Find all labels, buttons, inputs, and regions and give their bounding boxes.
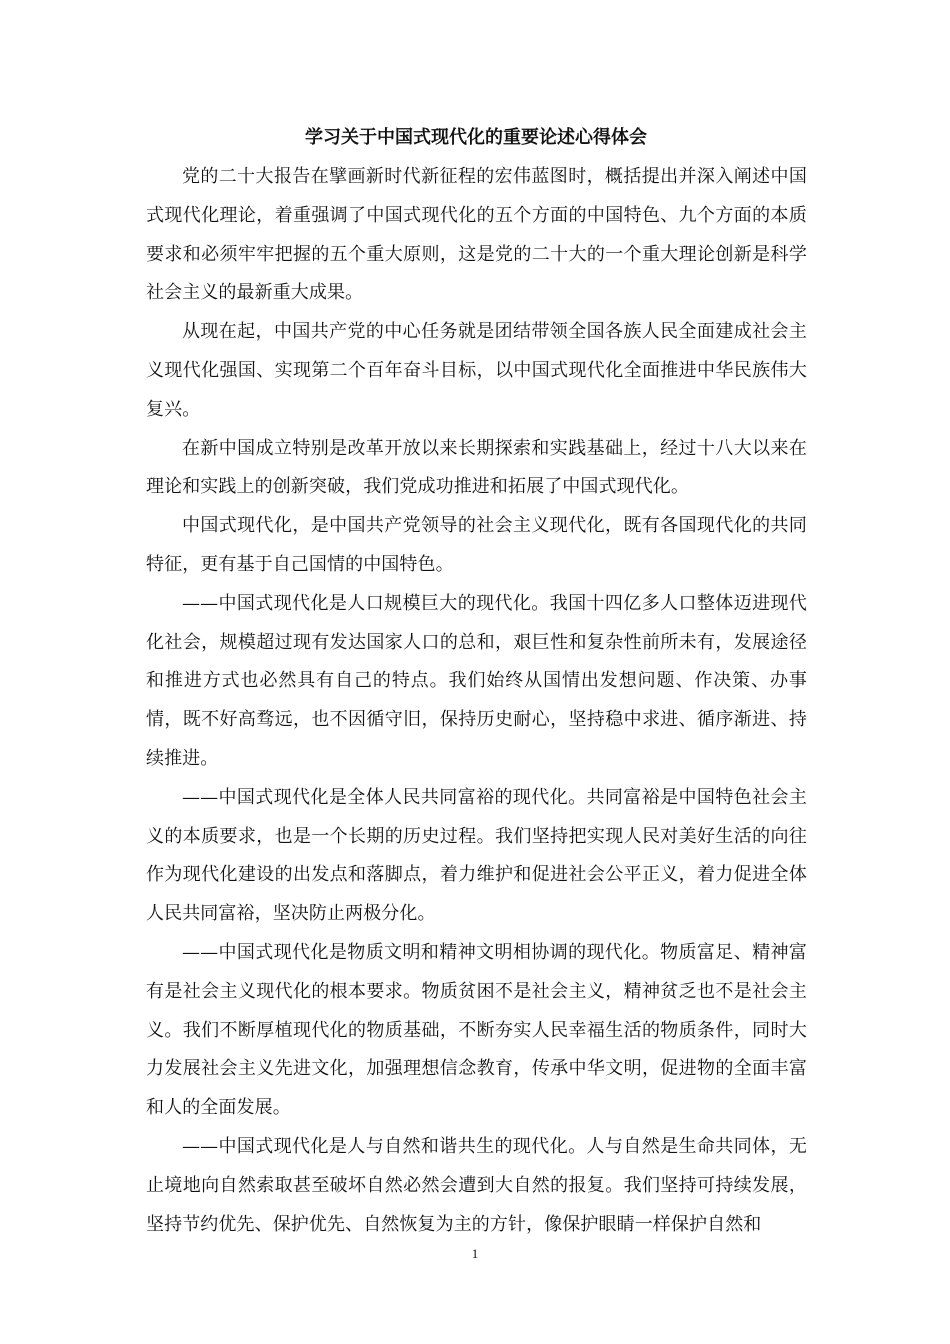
page-number: 1 xyxy=(471,1246,479,1261)
paragraph: 在新中国成立特别是改革开放以来长期探索和实践基础上，经过十八大以来在理论和实践上的创新突破，我们党成功推进和拓展了中国式现代化。 xyxy=(146,437,807,498)
paragraph: ——中国式现代化是物质文明和精神文明相协调的现代化。物质富足、精神富有是社会主义现代化的根本要求。物质贫困不是社会主义，精神贫乏也不是社会主义。我们不断厚植现代化的物质基础，不断夯实人民幸福生活的物质条件，同时大力发展社会主义先进文化，加强理想信念教育，传承中华文明，促进物的全面丰富和人的全面发展。 xyxy=(146,941,807,1119)
document-body xyxy=(146,158,807,1244)
paragraph: 党的二十大报告在擘画新时代新征程的宏伟蓝图时，概括提出并深入阐述中国式现代化理论，着重强调了中国式现代化的五个方面的中国特色、九个方面的本质要求和必须牢牢把握的五个重大原则，这是党的二十大的一个重大理论创新是科学社会主义的最新重大成果。 xyxy=(146,166,807,304)
paragraph: ——中国式现代化是全体人民共同富裕的现代化。共同富裕是中国特色社会主义的本质要求，也是一个长期的历史过程。我们坚持把实现人民对美好生活的向往作为现代化建设的出发点和落脚点，着力维护和促进社会公平正义，着力促进全体人民共同富裕，坚决防止两极分化。 xyxy=(146,786,807,925)
paragraph: ——中国式现代化是人口规模巨大的现代化。我国十四亿多人口整体迈进现代化社会，规模超过现有发达国家人口的总和，艰巨性和复杂性前所未有，发展途径和推进方式也必然具有自己的特点。我们始终从国情出发想问题、作决策、办事情，既不好高骛远，也不因循守旧，保持历史耐心，坚持稳中求进、循序渐进、持续推进。 xyxy=(146,592,807,769)
paragraph: 中国式现代化，是中国共产党领导的社会主义现代化，既有各国现代化的共同特征，更有基于自己国情的中国特色。 xyxy=(146,515,807,575)
paragraph: ——中国式现代化是人与自然和谐共生的现代化。人与自然是生命共同体，无止境地向自然索取甚至破坏自然必然会遭到大自然的报复。我们坚持可持续发展，坚持节约优先、保护优先、自然恢复为主的方针，像保护眼睛一样保护自然和 xyxy=(146,1135,807,1235)
document-title: 学习关于中国式现代化的重要论述心得体会 xyxy=(305,127,647,148)
paragraph: 从现在起，中国共产党的中心任务就是团结带领全国各族人民全面建成社会主义现代化强国、实现第二个百年奋斗目标，以中国式现代化全面推进中华民族伟大复兴。 xyxy=(146,321,807,420)
